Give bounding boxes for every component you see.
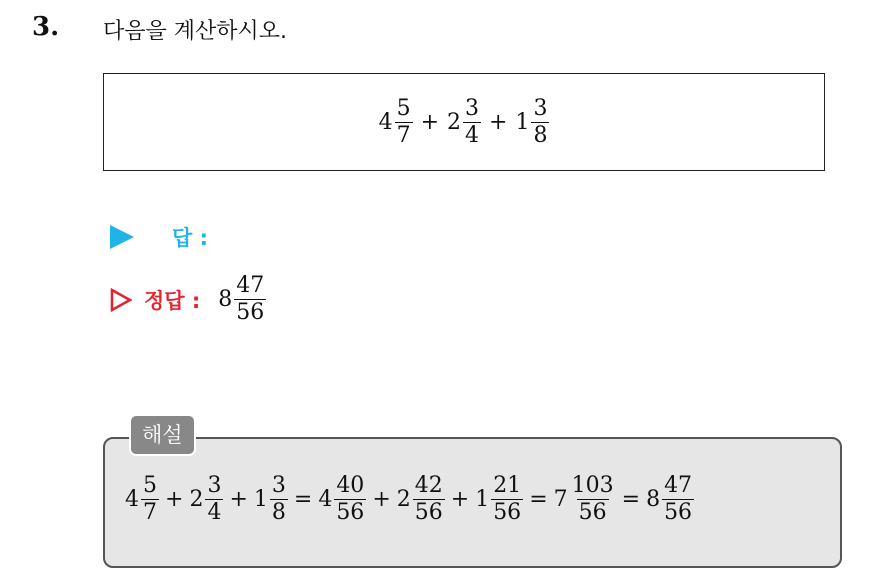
problem-expression [378, 95, 550, 148]
filled-triangle-icon [110, 225, 134, 249]
equals-operator: = [621, 487, 641, 512]
denominator: 7 [396, 122, 411, 148]
equals-operator: = [293, 487, 313, 512]
whole-part: 8 [646, 487, 661, 512]
outline-triangle-icon [110, 288, 132, 312]
whole-part: 1 [253, 487, 268, 512]
numerator: 42 [414, 473, 443, 498]
solution-expression [125, 475, 694, 524]
numerator: 40 [336, 473, 365, 498]
fraction [395, 95, 413, 148]
correct-answer-row [110, 275, 266, 324]
fraction [141, 475, 159, 524]
whole-part: 1 [515, 109, 530, 135]
fraction [334, 475, 366, 524]
whole-part: 2 [189, 487, 204, 512]
numerator: 47 [236, 273, 265, 298]
whole-part: 4 [125, 487, 139, 512]
plus-operator: + [229, 487, 248, 512]
correct-answer-value [218, 275, 266, 324]
question-number: 3. [32, 12, 60, 42]
fraction [205, 475, 223, 524]
mixed-number [125, 475, 159, 524]
mixed-number [447, 95, 481, 148]
mixed-number [646, 475, 694, 524]
whole-part: 8 [218, 287, 233, 312]
denominator: 56 [414, 500, 443, 525]
denominator: 56 [236, 300, 265, 325]
fraction [234, 275, 266, 324]
fraction [662, 475, 694, 524]
numerator: 3 [533, 95, 548, 121]
denominator: 4 [465, 122, 479, 148]
denominator: 56 [578, 500, 607, 525]
numerator: 5 [143, 473, 157, 498]
problem-box [103, 73, 825, 171]
answer-label: 답 : [172, 226, 208, 250]
mixed-number [397, 475, 445, 524]
denominator: 8 [271, 500, 286, 525]
numerator: 3 [207, 473, 222, 498]
fraction [491, 475, 523, 524]
numerator: 21 [493, 473, 522, 498]
plus-operator: + [165, 487, 184, 512]
fraction [413, 475, 445, 524]
denominator: 56 [664, 500, 693, 525]
whole-part: 4 [318, 487, 333, 512]
solution-tag: 해설 [129, 414, 196, 456]
numerator: 47 [664, 473, 693, 498]
correct-answer-label: 정답 : [144, 288, 201, 313]
plus-operator: + [450, 487, 470, 512]
denominator: 4 [207, 500, 222, 525]
plus-operator: + [372, 487, 391, 512]
whole-part: 7 [553, 487, 568, 512]
fraction [270, 475, 288, 524]
numerator: 5 [396, 95, 411, 121]
denominator: 8 [533, 122, 548, 148]
numerator: 3 [465, 95, 479, 121]
plus-operator: + [420, 109, 439, 135]
mixed-number [378, 95, 413, 148]
whole-part: 2 [447, 109, 461, 135]
mixed-number [318, 475, 366, 524]
denominator: 56 [493, 500, 522, 525]
question-instruction: 다음을 계산하시오. [103, 19, 288, 44]
denominator: 56 [336, 500, 365, 525]
mixed-number [189, 475, 223, 524]
mixed-number [554, 475, 616, 524]
whole-part: 4 [378, 109, 393, 135]
fraction [570, 475, 616, 524]
numerator: 103 [571, 473, 614, 498]
plus-operator: + [489, 109, 508, 135]
denominator: 7 [143, 500, 157, 525]
equals-operator: = [529, 487, 548, 512]
whole-part: 2 [396, 487, 411, 512]
mixed-number [515, 95, 549, 148]
fraction [531, 95, 549, 148]
mixed-number [254, 475, 288, 524]
numerator: 3 [271, 473, 286, 498]
fraction [463, 95, 481, 148]
whole-part: 1 [475, 487, 490, 512]
mixed-number [475, 475, 523, 524]
